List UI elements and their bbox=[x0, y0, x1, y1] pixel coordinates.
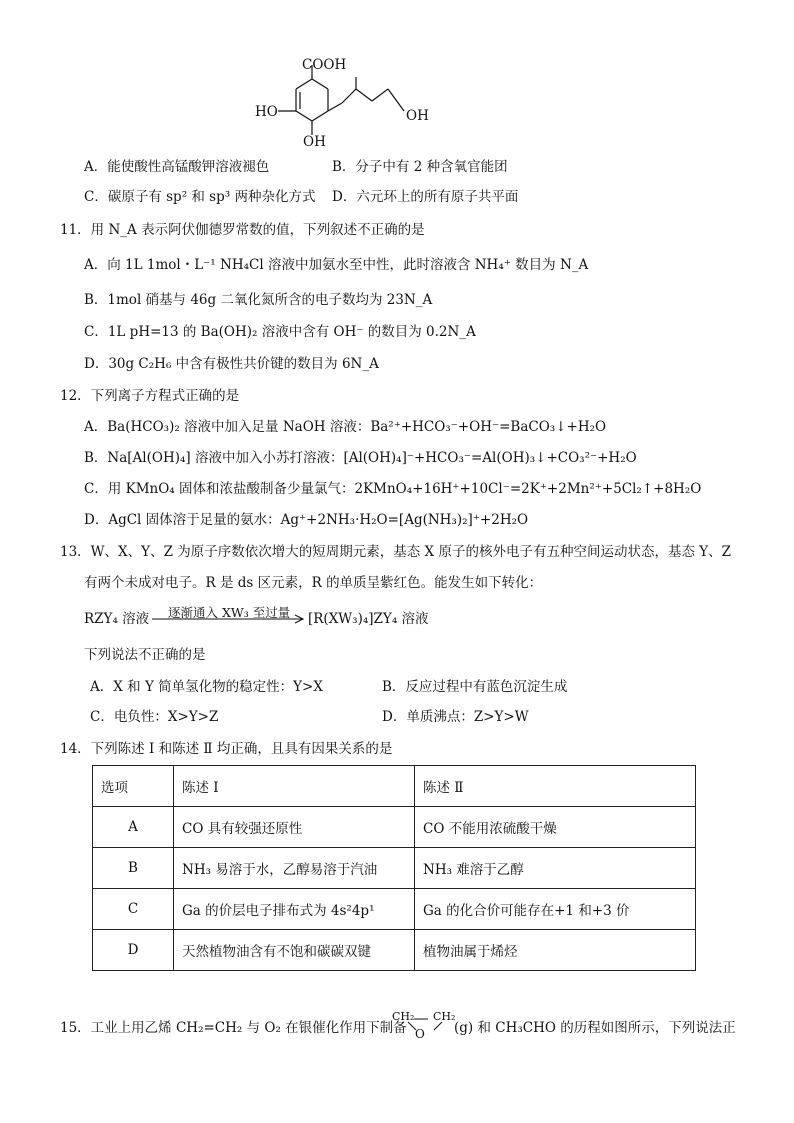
q13-option-c: C．电负性：X>Y>Z bbox=[90, 709, 219, 725]
header-option: 选项 bbox=[93, 766, 174, 807]
epoxide-ring-icon bbox=[398, 1016, 460, 1034]
q13-arrow-label: 逐渐通入 XW₃ 至过量 bbox=[168, 605, 291, 620]
row-option: D bbox=[93, 930, 174, 971]
reaction-arrow-icon bbox=[152, 614, 312, 624]
header-statement-1: 陈述 I bbox=[174, 766, 415, 807]
q14-table bbox=[92, 765, 696, 971]
q12-stem: 12．下列离子方程式正确的是 bbox=[60, 388, 240, 404]
row-statement-1: 天然植物油含有不饱和碳碳双键 bbox=[174, 930, 415, 971]
table-row bbox=[93, 889, 696, 930]
table-row bbox=[93, 848, 696, 889]
q13-option-b: B．反应过程中有蓝色沉淀生成 bbox=[382, 679, 568, 695]
row-statement-2: NH₃ 难溶于乙醇 bbox=[415, 848, 696, 889]
row-statement-1: CO 具有较强还原性 bbox=[174, 807, 415, 848]
table-row bbox=[93, 807, 696, 848]
q13-stem-line1: 13．W、X、Y、Z 为原子序数依次增大的短周期元素，基态 X 原子的核外电子有五种空间运动状态，基态 Y、Z bbox=[60, 544, 732, 560]
q10-option-c: C．碳原子有 sp² 和 sp³ 两种杂化方式 bbox=[84, 189, 316, 205]
q13-product: [R(XW₃)₄]ZY₄ 溶液 bbox=[308, 611, 429, 627]
q13-option-a: A．X 和 Y 简单氢化物的稳定性：Y>X bbox=[90, 679, 323, 695]
header-statement-2: 陈述 Ⅱ bbox=[415, 766, 696, 807]
q11-option-d: D．30g C₂H₆ 中含有极性共价键的数目为 6N_A bbox=[84, 356, 379, 372]
q12-option-b: B．Na[Al(OH)₄] 溶液中加入小苏打溶液：[Al(OH)₄]⁻+HCO₃⁻=Al(OH)₃↓+CO₃²⁻+H₂O bbox=[84, 450, 637, 466]
q11-option-c: C．1L pH=13 的 Ba(OH)₂ 溶液中含有 OH⁻ 的数目为 0.2N_A bbox=[84, 324, 476, 340]
q15-stem-part2: (g) 和 CH₃CHO 的历程如图所示，下列说法正 bbox=[454, 1020, 736, 1036]
oh-right-label: OH bbox=[406, 108, 429, 124]
epoxide-ch2-right: CH₂ bbox=[433, 1010, 456, 1023]
epoxide-o: O bbox=[415, 1027, 425, 1041]
oh-bottom-label: OH bbox=[303, 134, 326, 150]
q14-stem: 14．下列陈述 I 和陈述 Ⅱ 均正确，且具有因果关系的是 bbox=[60, 741, 393, 757]
q13-stem-line2: 有两个未成对电子。R 是 ds 区元素，R 的单质呈紫红色。能发生如下转化： bbox=[84, 575, 543, 591]
row-option: B bbox=[93, 848, 174, 889]
row-option: C bbox=[93, 889, 174, 930]
q10-option-b: B．分子中有 2 种含氧官能团 bbox=[332, 159, 508, 175]
q13-option-d: D．单质沸点：Z>Y>W bbox=[382, 709, 529, 725]
q12-option-d: D．AgCl 固体溶于足量的氨水：Ag⁺+2NH₃·H₂O=[Ag(NH₃)₂]⁺+2H₂O bbox=[84, 512, 529, 528]
row-statement-2: CO 不能用浓硫酸干燥 bbox=[415, 807, 696, 848]
q12-option-c: C．用 KMnO₄ 固体和浓盐酸制备少量氯气：2KMnO₄+16H⁺+10Cl⁻=2K⁺+2Mn²⁺+5Cl₂↑+8H₂O bbox=[84, 481, 702, 497]
row-statement-1: Ga 的价层电子排布式为 4s²4p¹ bbox=[174, 889, 415, 930]
row-statement-2: Ga 的化合价可能存在+1 和+3 价 bbox=[415, 889, 696, 930]
q11-option-b: B．1mol 硝基与 46g 二氧化氮所含的电子数均为 23N_A bbox=[84, 292, 433, 308]
q10-option-d: D．六元环上的所有原子共平面 bbox=[332, 189, 519, 205]
epoxide-ch2-left: CH₂ bbox=[392, 1010, 415, 1023]
q12-option-a: A．Ba(HCO₃)₂ 溶液中加入足量 NaOH 溶液：Ba²⁺+HCO₃⁻+OH⁻=BaCO₃↓+H₂O bbox=[84, 419, 607, 435]
ho-label: HO bbox=[255, 104, 278, 120]
row-statement-1: NH₃ 易溶于水，乙醇易溶于汽油 bbox=[174, 848, 415, 889]
q11-stem: 11．用 N_A 表示阿伏伽德罗常数的值，下列叙述不正确的是 bbox=[60, 222, 425, 238]
row-statement-2: 植物油属于烯烃 bbox=[415, 930, 696, 971]
q11-option-a: A．向 1L 1mol・L⁻¹ NH₄Cl 溶液中加氨水至中性，此时溶液含 NH₄⁺ 数目为 N_A bbox=[84, 257, 589, 273]
q15-stem-part1: 15．工业上用乙烯 CH₂=CH₂ 与 O₂ 在银催化作用下制备 bbox=[60, 1020, 407, 1036]
q13-reactant: RZY₄ 溶液 bbox=[84, 611, 150, 627]
row-option: A bbox=[93, 807, 174, 848]
table-row bbox=[93, 930, 696, 971]
cooh-label: COOH bbox=[302, 57, 347, 73]
q10-option-a: A．能使酸性高锰酸钾溶液褪色 bbox=[84, 159, 270, 175]
table-header-row bbox=[93, 766, 696, 807]
q13-ask: 下列说法不正确的是 bbox=[84, 647, 206, 663]
